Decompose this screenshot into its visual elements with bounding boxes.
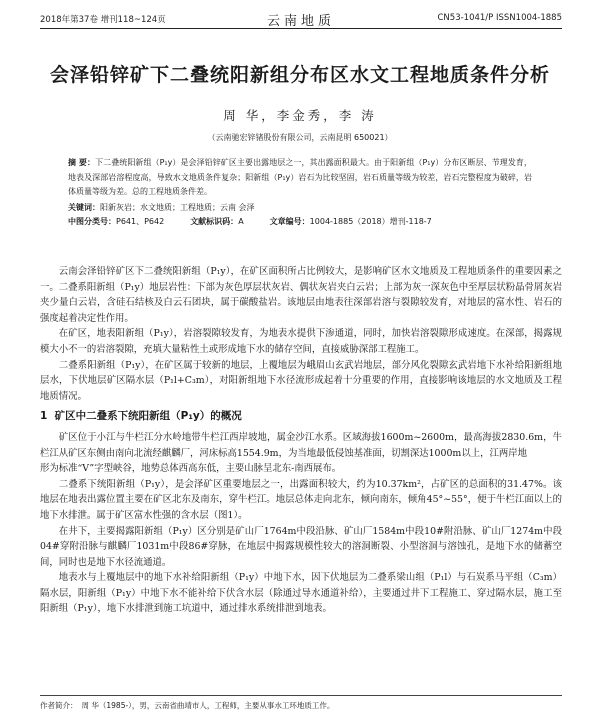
intro-paragraph-3: 二叠系阳新组（P₁y），在矿区属于较新的地层，上覆地层为峨眉山玄武岩地层，部分风化裂隙玄武岩地下水补给阳新组地层水，下伏地层矿区隔水层（P₁l+C₃m），对阳新组地下水径流形成起着十分重要的作用，直接影响该地层的水文地质及工程地质情况。 (40, 359, 562, 402)
section-paragraph-1: 矿区位于小江与牛栏江分水岭地带牛栏江西岸坡地，属金沙江水系。区域海拔1600m~2600m，最高海拔2830.6m，牛栏江从矿区东侧由南向北流经麒麟厂，河床标高1554.9m，为当地最低侵蚀基准面，切割深达1000m以上，江两岸地 (40, 431, 562, 459)
article-number (270, 215, 432, 230)
art-value: 1004-1885（2018）增刊-118-7 (309, 217, 432, 226)
clc-label: 中图分类号： (68, 217, 116, 226)
doc-value: A (238, 217, 244, 226)
section-paragraph-2: 二叠系下统阳新组（P₁y），是会泽矿区重要地层之一，出露面积较大，约为10.37km²，占矿区的总面积的31.47%。该地层在地表出露位置主要在矿区北东及南东，穿牛栏江。地层总体走向北东，倾向南东，倾角45°~55°，便于牛栏江面以上的地下水排泄。属于矿区富水性强的含水层（图1）。 (40, 478, 562, 521)
abstract (68, 156, 532, 200)
abstract-text: 下二叠统阳新组（P₁y）是会泽铅锌矿区主要出露地层之一，其出露面积最大。由于阳新组（P₁y）分布区断层、节理发育，地表及深部岩溶程度高，导致水文地质条件复杂；阳新组（P₁y）岩石为比较坚固，岩石质量等级为较差，岩石完整程度为破碎，岩体质量等级为差。总的工程地质条件差。 (68, 158, 532, 196)
section-paragraph-3: 在井下，主要揭露阳新组（P₁y）区分别是矿山厂1764m中段沿脉、矿山厂1584m中段10#附沿脉、矿山厂1274m中段04#穿附沿脉与麒麟厂1031m中段86#穿脉，在地层中揭露规模性较大的溶洞断裂、小型溶洞与溶蚀孔，是地下水的储蓄空间，同时也是地下水径流通道。 (40, 525, 562, 568)
doc-code (190, 215, 243, 230)
section-paragraph-4: 地表水与上覆地层中的地下水补给阳新组（P₁y）中地下水，因下伏地层为二叠系梁山组（P₁l）与石炭系马平组（C₃m）隔水层，阳新组（P₁y）中地下水不能补给下伏含水层（除通过导水通道补给），主要通过井下工程施工、穿过隔水层，施工至阳新组（P₁y），地下水排泄到施工坑道中，通过排水系统排泄到地表。 (40, 572, 562, 615)
running-header (40, 10, 562, 28)
intro-paragraph-2: 在矿区，地表阳新组（P₁y），岩溶裂隙较发育，为地表水提供下渗通道，同时，加快岩溶裂隙形成速度。在深部，揭露规模大小不一的岩溶裂隙，充填大量粘性土或形成地下水的储存空间，直接威胁深部工程施工。 (40, 328, 562, 355)
classification-line (68, 215, 532, 230)
issn: CN53-1041/P ISSN1004-1885 (437, 13, 562, 23)
affiliation: （云南驰宏锌锗股份有限公司，云南昆明 650021） (207, 133, 393, 142)
footnote-label: 作者简介： (40, 701, 78, 710)
keywords-text: 阳新灰岩；水文地质；工程地质；云南 会泽 (100, 202, 255, 212)
clc (68, 215, 164, 230)
journal-name: 云南地质 (266, 14, 335, 29)
clc-value: P641、P642 (116, 217, 165, 226)
abstract-label: 摘 要： (68, 158, 96, 167)
authors: 周 华，李金秀，李 涛 (223, 108, 377, 123)
header-rule (40, 28, 562, 29)
keywords-label: 关键词： (68, 202, 100, 212)
intro-paragraph-1: 云南会泽铅锌矿区下二叠统阳新组（P₁y），在矿区面积所占比例较大，是影响矿区水文地质及工程地质条件的重要因素之一。二叠系阳新组（P₁y）地层岩性：下部为灰色厚层状灰岩、偶状灰岩夹白云岩；上部为灰一深灰色中至厚层状粉晶骨屑灰岩夹少量白云岩，含硅石结核及白云石团块，属于碳酸盐岩。该地层由地表往深部岩溶与裂隙较发育，对地层的富水性、岩石的强度起着决定性作用。 (40, 266, 562, 324)
journal-issue: 2018年第37卷 增刊118~124页 (40, 15, 166, 25)
section-heading (40, 409, 562, 425)
keywords (68, 201, 532, 216)
footnote-text: 周 华（1985-），男，云南省曲靖市人，工程师，主要从事水工环地质工作。 (81, 701, 335, 710)
section-paragraph-1-cont: 形为标准“V”字型峡谷，地势总体西高东低，主要山脉呈北东-南西展布。 (40, 463, 342, 475)
paper-title: 会泽铅锌矿下二叠统阳新组分布区水文工程地质条件分析 (49, 64, 550, 86)
abstract-block (68, 156, 532, 230)
doc-label: 文献标识码： (190, 217, 239, 226)
body-text (40, 264, 562, 617)
footnote (40, 695, 562, 711)
section-title: 矿区中二叠系下统阳新组（P₁y）的概况 (54, 410, 242, 423)
section-number: 1 (40, 410, 48, 423)
art-label: 文章编号： (269, 217, 310, 226)
